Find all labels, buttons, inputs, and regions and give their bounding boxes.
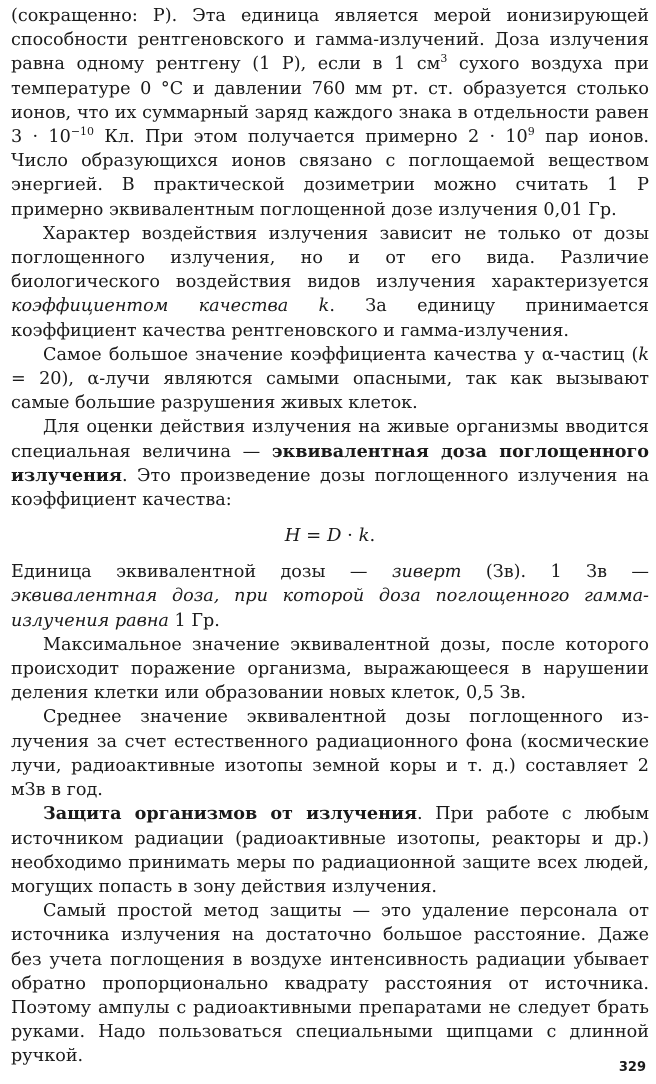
paragraph-background-dose [11, 705, 649, 802]
textbook-page [11, 4, 649, 1069]
paragraph-equivalent-dose [11, 415, 649, 512]
formula-d: D [326, 525, 342, 547]
text-run: сухого воздуха при температуре 0 °С и давлении 760 мм рт. ст. образуется столько ионов, что их суммарный заряд каждого знака в отдельности равен 3 · 10 [11, 54, 649, 148]
text-run: эквивалентная доза, при которой доза поглощенного гамма-излучения равна [11, 586, 649, 631]
text-run: Для оценки действия излучения на живые организмы вводится специальная величина — [11, 417, 649, 462]
text-run: коэффициентом качества k [11, 296, 330, 317]
paragraph-roentgen-definition [11, 4, 649, 222]
equivalent-dose-formula [11, 524, 649, 548]
text-run: = 20), α-лучи являются самыми опасными, так как вызывают самые большие разрушения живых клеток. [11, 369, 649, 414]
text-run: Характер воздействия излучения зависит не только от дозы поглощенного излучения, но и от его вида. Различие биологического воздействия видов излучения характеризуется [11, 223, 649, 293]
text-run: Кл. При этом получается примерно 2 · 10 [94, 127, 528, 148]
formula-equals: = [300, 525, 327, 547]
text-run: (сокращенно: Р). Эта единица является мерой ионизирующей способности рентгеновского и гамма-излучений. Доза излучения равна одному рентгену (1 Р), если в 1 см [11, 6, 649, 75]
paragraph-radiation-protection [11, 802, 649, 899]
text-run: . При работе с любым источником радиации (радиоактивные изотопы, реакторы и др.) необходимо принимать меры по радиационной защите всех людей, могущих попасть в зону действия излучения. [11, 804, 649, 897]
text-run: (Зв). 1 Зв — [461, 562, 649, 583]
text-run: . За единицу принимается коэффициент качества рентгеновского и гамма-излучения. [11, 296, 649, 341]
text-run: 1 Гр. [168, 610, 220, 631]
text-run: Самый простой метод защиты — это удаление персонала от источника излучения на достаточно большое расстояние. Даже без учета поглощения в воздухе интенсивность радиации убывает обратно пропорционально квадрату расстояния от источника. Поэтому ампулы с радиоактивными препаратами не следует брать руками. Надо пользоваться специальными щипцами с длинной ручкой. [11, 901, 649, 1067]
text-run: зиверт [391, 562, 462, 583]
paragraph-distance-protection [11, 899, 649, 1068]
paragraph-max-dose [11, 633, 649, 706]
text-run: Максимальное значение эквивалентной дозы, после которого происходит поражение организма, выражающееся в нарушении деления клетки или образовании новых клеток, 0,5 Зв. [11, 634, 649, 704]
formula-period: . [369, 525, 376, 547]
text-run: Среднее значение эквивалентной дозы поглощенного излучения за счет естественного радиационного фона (космические лучи, радиоактивные изотопы земной коры и т. д.) составляет 2 мЗв в год. [11, 707, 649, 801]
formula-dot: · [341, 525, 359, 547]
text-run: Единица эквивалентной дозы — [11, 562, 392, 583]
text-run: 3 [440, 52, 448, 66]
text-run: . Это произведение дозы поглощенного излучения на коэффициент качества: [11, 465, 649, 511]
text-run: эквивалентная доза поглощенного излучения [11, 440, 649, 486]
text-run: Защита организмов от излучения [43, 803, 418, 825]
text-run: пар ионов. Число образующихся ионов связано с поглощаемой веществом энергией. В практической дозиметрии можно считать 1 Р примерно эквивалентным поглощенной дозе излучения 0,01 Гр. [11, 127, 649, 220]
text-run: k [638, 344, 649, 365]
page-number: 329 [618, 1060, 646, 1075]
formula-h: H [284, 525, 301, 547]
text-run: −10 [70, 125, 95, 139]
text-run: 9 [527, 125, 535, 139]
paragraph-alpha-particles [11, 343, 649, 416]
text-run: Самое большое значение коэффициента качества у α-частиц ( [43, 344, 639, 365]
formula-k: k [358, 525, 370, 547]
paragraph-quality-factor [11, 222, 649, 343]
paragraph-sievert-unit [11, 560, 649, 633]
